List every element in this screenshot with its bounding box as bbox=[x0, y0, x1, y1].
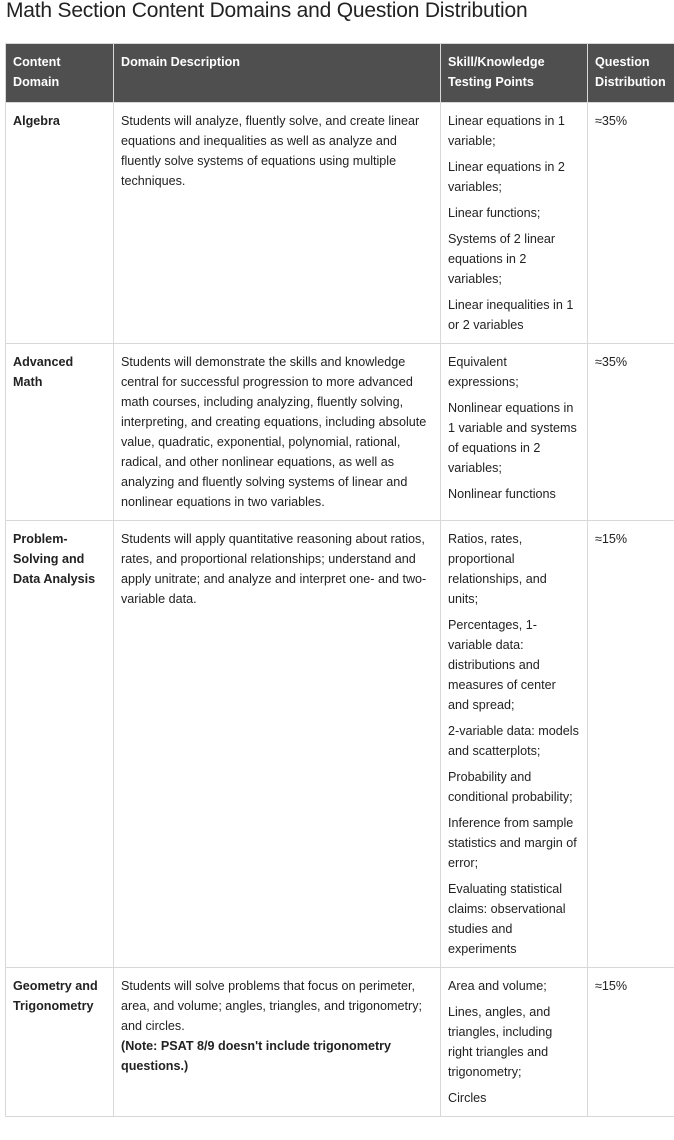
page-title: Math Section Content Domains and Question Distribution bbox=[6, 0, 528, 22]
distribution-cell: ≈35% bbox=[588, 103, 674, 344]
testing-points-cell bbox=[441, 968, 588, 1117]
header-testing-points: Skill/Knowledge Testing Points bbox=[441, 44, 588, 103]
header-content-domain: Content Domain bbox=[6, 44, 114, 103]
testing-point: Systems of 2 linear equations in 2 variables; bbox=[448, 232, 556, 286]
table-row bbox=[6, 103, 674, 344]
testing-point: Evaluating statistical claims: observational studies and experiments bbox=[448, 882, 566, 956]
testing-point: Equivalent expressions; bbox=[448, 355, 519, 389]
testing-point: Linear equations in 2 variables; bbox=[448, 160, 565, 194]
testing-points-cell bbox=[441, 344, 588, 521]
description-text: Students will demonstrate the skills and knowledge central for successful progression to more advanced math courses, including analyzing, fluently solving, interpreting, and creating equations, including absolute value, quadratic, exponential, polynomial, rational, radical, and other nonlinear equations, as well as analyzing and fluently solving systems of linear and nonlinear equations in two variables. bbox=[121, 355, 427, 509]
table-row bbox=[6, 521, 674, 968]
header-question-distribution: Question Distribution bbox=[588, 44, 674, 103]
testing-point: Nonlinear functions bbox=[448, 487, 556, 501]
testing-points-cell bbox=[441, 521, 588, 968]
domain-cell: Geometry and Trigonometry bbox=[6, 968, 114, 1117]
testing-point: Inference from sample statistics and margin of error; bbox=[448, 816, 577, 870]
header-domain-description: Domain Description bbox=[114, 44, 441, 103]
description-cell bbox=[114, 344, 441, 521]
description-note: (Note: PSAT 8/9 doesn't include trigonometry questions.) bbox=[121, 1039, 392, 1073]
description-cell bbox=[114, 968, 441, 1117]
testing-point: Nonlinear equations in 1 variable and systems of equations in 2 variables; bbox=[448, 401, 577, 475]
table-row bbox=[6, 968, 674, 1117]
domain-cell: Advanced Math bbox=[6, 344, 114, 521]
testing-point: Lines, angles, and triangles, including right triangles and trigonometry; bbox=[448, 1005, 553, 1079]
testing-points-cell bbox=[441, 103, 588, 344]
domain-cell: Algebra bbox=[6, 103, 114, 344]
testing-point: 2-variable data: models and scatterplots; bbox=[448, 724, 579, 758]
table-row bbox=[6, 344, 674, 521]
testing-point: Linear functions; bbox=[448, 206, 541, 220]
header-row bbox=[6, 44, 674, 103]
testing-point: Ratios, rates, proportional relationships, and units; bbox=[448, 532, 547, 606]
testing-point: Circles bbox=[448, 1091, 487, 1105]
domain-cell: Problem-Solving and Data Analysis bbox=[6, 521, 114, 968]
distribution-cell: ≈15% bbox=[588, 521, 674, 968]
distribution-cell: ≈15% bbox=[588, 968, 674, 1117]
description-cell bbox=[114, 521, 441, 968]
testing-point: Linear equations in 1 variable; bbox=[448, 114, 565, 148]
description-text: Students will apply quantitative reasoning about ratios, rates, and proportional relationships; understand and apply unitrate; and analyze and interpret one- and two-variable data. bbox=[121, 532, 427, 606]
description-text: Students will solve problems that focus on perimeter, area, and volume; angles, triangles, and trigonometry; and circles. bbox=[121, 979, 423, 1033]
content-domains-table bbox=[5, 43, 674, 1117]
testing-point: Linear inequalities in 1 or 2 variables bbox=[448, 298, 574, 332]
testing-point: Probability and conditional probability; bbox=[448, 770, 573, 804]
distribution-cell: ≈35% bbox=[588, 344, 674, 521]
testing-point: Area and volume; bbox=[448, 979, 547, 993]
description-text: Students will analyze, fluently solve, and create linear equations and inequalities as well as analyze and fluently solve systems of equations using multiple techniques. bbox=[121, 114, 420, 188]
testing-point: Percentages, 1-variable data: distributions and measures of center and spread; bbox=[448, 618, 556, 712]
description-cell bbox=[114, 103, 441, 344]
